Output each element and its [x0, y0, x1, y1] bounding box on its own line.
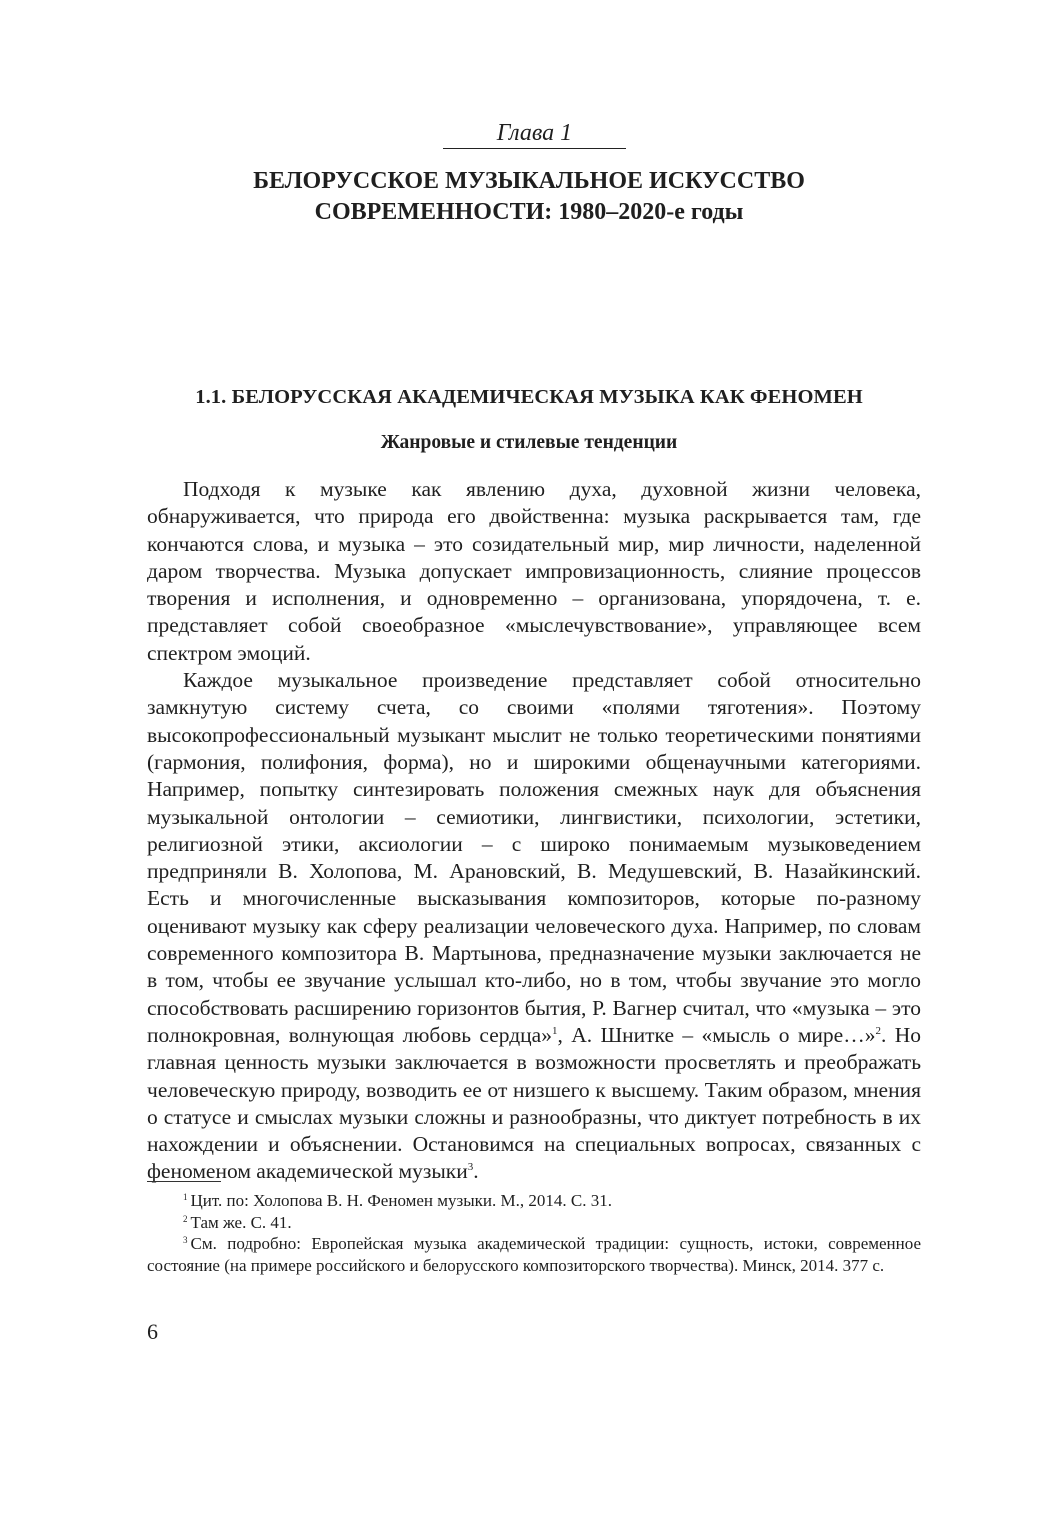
chapter-label: Глава 1	[443, 120, 626, 149]
footnote-1	[147, 1190, 921, 1212]
footnote-1-text: Цит. по: Холопова В. Н. Феномен музыки. М., 2014. С. 31.	[190, 1191, 612, 1210]
paragraph-1: Подходя к музыке как явлению духа, духовной жизни человека, обнаруживается, что природа его двойственна: музыка раскрывается там, где кончаются слова, и музыка – это созидательный мир, мир личности, наделенной даром творчества. Музыка допускает импровизационность, слияние процессов творения и исполнения, и одновременно – организована, упорядочена, т. е. представляет собой своеобразное «мыслечувствование», управляющее всем спектром эмоций.	[147, 477, 921, 665]
chapter-title-line-2: СОВРЕМЕННОСТИ: 1980–2020-е годы	[314, 199, 744, 225]
footnote-ref-3: 3	[467, 1161, 474, 1174]
paragraph-2-part-1: Каждое музыкальное произведение представляет собой относительно замкнутую систему счета, со своими «полями тяготения». Поэтому высокопрофессиональный музыкант мыслит не только теоретическими понятиями (гармония, полифония, форма), но и широкими общенаучными категориями. Например, попытку синтезировать положения смежных наук для объяснения музыкальной онтологии – семиотики, лингвистики, психологии, эстетики, религиозной этики, аксиологии – с широко понимаемым музыковедением предприняли В. Холопова, М. Арановский, В. Медушевский, В. Назайкинский. Есть и многочисленные высказывания композиторов, которые по-разному оценивают музыку как сферу реализации человеческого духа. Например, по словам современного композитора В. Мартынова, предназначение музыки заключается не в том, чтобы ее звучание услышал кто-либо, но в том, чтобы звучание это могло способствовать расширению горизонтов бытия, Р. Вагнер считал, что «музыка – это полнокровная, волнующая любовь сердца»	[147, 668, 921, 1047]
section-title: 1.1. БЕЛОРУССКАЯ АКАДЕМИЧЕСКАЯ МУЗЫКА КАК ФЕНОМЕН	[195, 386, 863, 408]
chapter-title	[0, 166, 1058, 228]
footnote-2	[147, 1212, 921, 1234]
footnote-3-number: 3	[183, 1235, 188, 1245]
footnote-3	[147, 1233, 921, 1276]
footnote-2-number: 2	[183, 1213, 188, 1224]
chapter-title-line-1: БЕЛОРУССКОЕ МУЗЫКАЛЬНОЕ ИСКУССТВО	[253, 168, 805, 194]
subsection-title: Жанровые и стилевые тенденции	[380, 432, 678, 453]
paragraph-2	[147, 667, 921, 1186]
footnote-ref-2: 2	[875, 1024, 881, 1037]
paragraph-2-end: .	[473, 1159, 479, 1184]
page-number: 6	[147, 1319, 158, 1344]
footnote-1-number: 1	[183, 1192, 188, 1202]
footnote-2-text: Там же. С. 41.	[190, 1212, 292, 1232]
footnote-3-text: См. подробно: Европейская музыка академической традиции: сущность, истоки, современное состояние (на примере российского и белорусского композиторского творчества). Минск, 2014. 377 с.	[147, 1234, 921, 1275]
footnotes	[147, 1190, 921, 1276]
body-text	[147, 476, 921, 1186]
paragraph-2-part-3: . Но главная ценность музыки заключается в возможности просветлять и преображать человеческую природу, возводить ее от низшего к высшему. Таким образом, мнения о статусе и смыслах музыки сложны и разнообразны, что диктует потребность в их нахождении и объяснении. Остановимся на специальных вопросах, связанных с феноменом академической музыки	[147, 1022, 921, 1184]
footnote-ref-1: 1	[551, 1024, 558, 1037]
footnote-divider	[147, 1181, 221, 1182]
paragraph-2-part-2: , А. Шнитке – «мысль о мире…»	[557, 1022, 876, 1047]
